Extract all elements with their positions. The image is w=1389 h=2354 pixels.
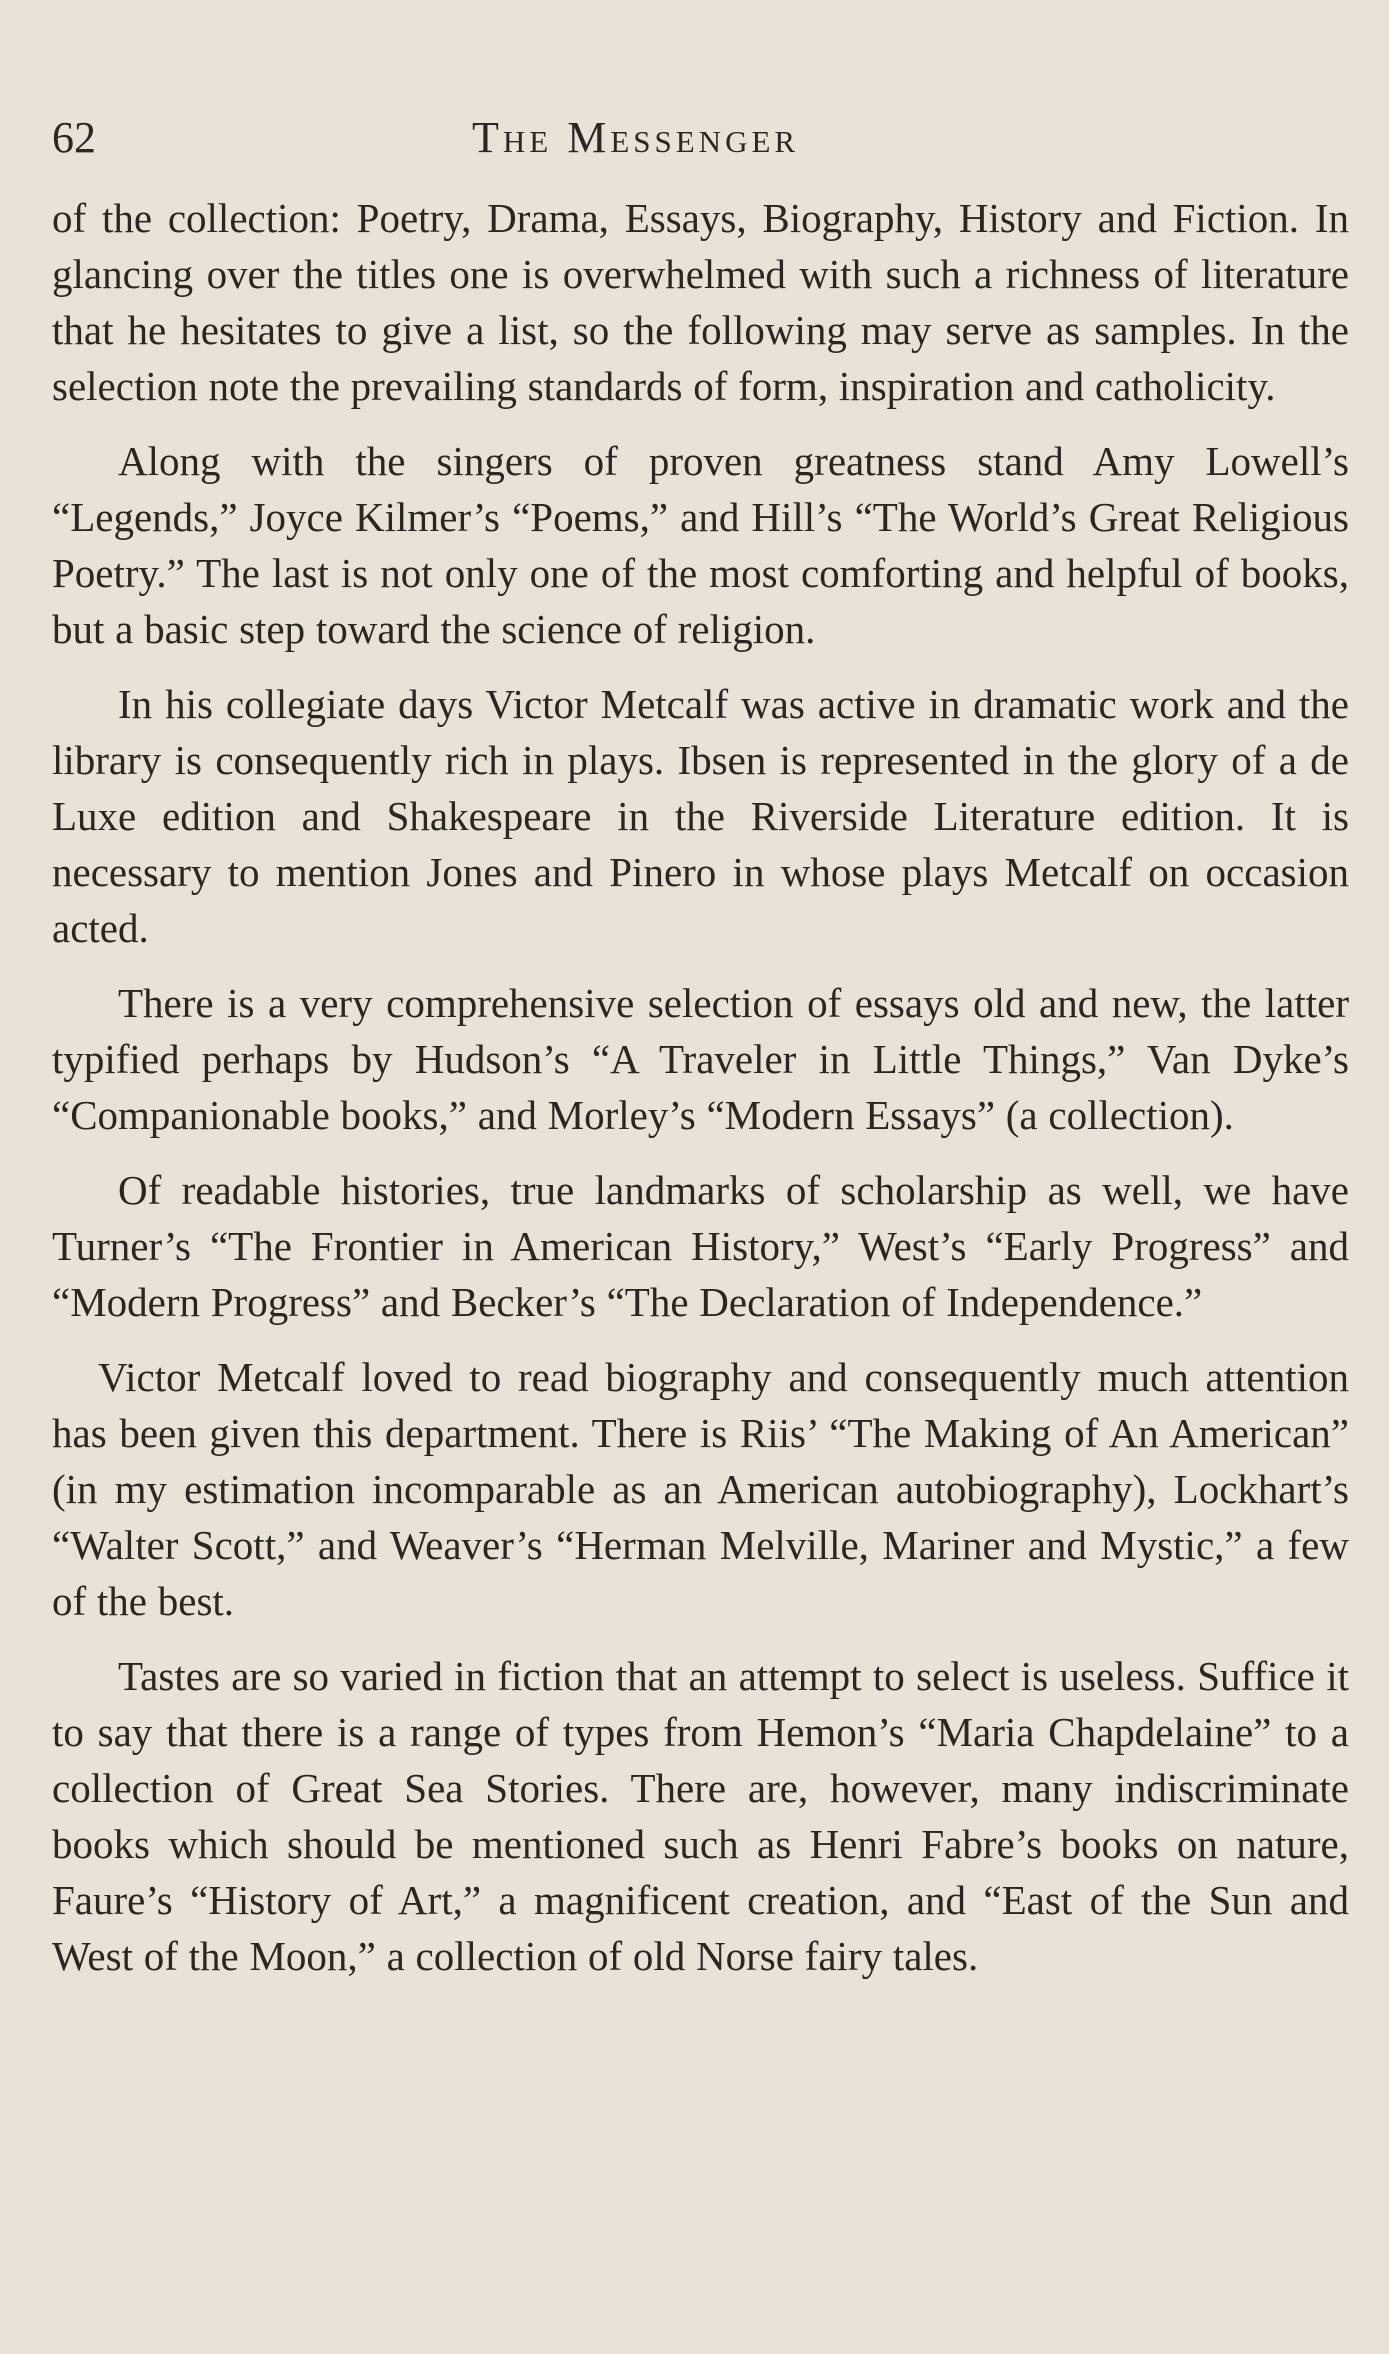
paragraph-drama: In his collegiate days Victor Metcalf was active in dramatic work and the library is consequently rich in plays. Ibsen is represented in the glory of a de Luxe edition and Shakespeare in the Riverside Literature edition. It is necessary to mention Jones and Pinero in whose plays Metcalf on occasion acted. — [52, 681, 1349, 951]
article-body — [52, 190, 1349, 1984]
paragraph-essays: There is a very comprehensive selection of essays old and new, the latter typified perhaps by Hudson’s “A Traveler in Little Things,” Van Dyke’s “Companionable books,” and Morley’s “Modern Essays” (a collection). — [52, 980, 1349, 1138]
paragraph-collection-intro: of the collection: Poetry, Drama, Essays, Biography, History and Fiction. In glancing over the titles one is overwhelmed with such a richness of literature that he hesitates to give a list, so the following may serve as samples. In the selection note the prevailing standards of form, inspiration and catholicity. — [52, 195, 1349, 409]
running-head — [52, 108, 1349, 168]
paragraph-histories: Of readable histories, true landmarks of scholarship as well, we have Turner’s “The Frontier in American History,” West’s “Early Progress” and “Modern Progress” and Becker’s “The Declaration of Independence.” — [52, 1167, 1349, 1325]
paragraph-fiction: Tastes are so varied in fiction that an attempt to select is useless. Suffice it to say that there is a range of types from Hemon’s “Maria Chapdelaine” to a collection of Great Sea Stories. There are, however, many indiscriminate books which should be mentioned such as Henri Fabre’s books on nature, Faure’s “History of Art,” a magnificent creation, and “East of the Sun and West of the Moon,” a collection of old Norse fairy tales. — [52, 1653, 1349, 1979]
paragraph-poetry: Along with the singers of proven greatness stand Amy Lowell’s “Legends,” Joyce Kilmer’s “Poems,” and Hill’s “The World’s Great Religious Poetry.” The last is not only one of the most comforting and helpful of books, but a basic step toward the science of religion. — [52, 438, 1349, 652]
paragraph-biography: Victor Metcalf loved to read biography and consequently much attention has been given this department. There is Riis’ “The Making of An American” (in my estimation incomparable as an American autobiography), Lockhart’s “Walter Scott,” and Weaver’s “Herman Melville, Mariner and Mystic,” a few of the best. — [52, 1354, 1349, 1624]
journal-title: The Messenger — [472, 113, 800, 162]
page-number: 62 — [52, 113, 96, 162]
